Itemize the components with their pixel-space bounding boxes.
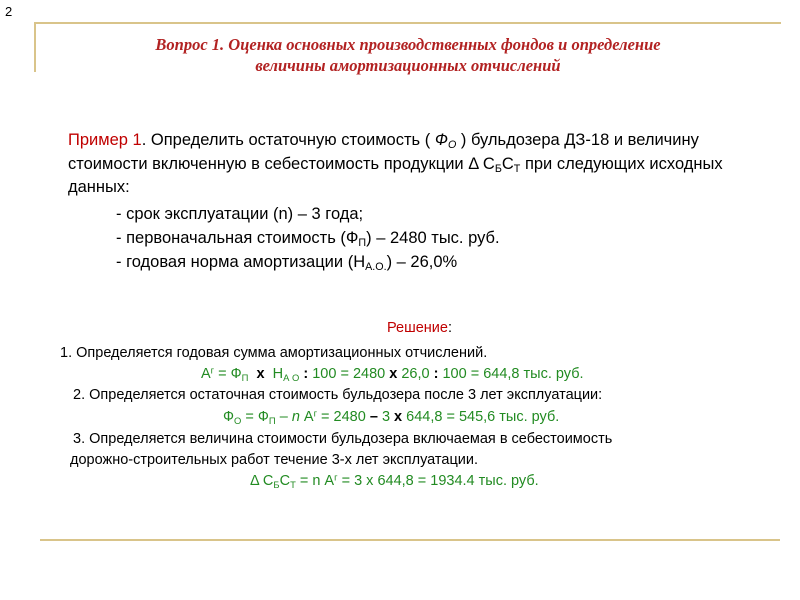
cost-sub-b: Б bbox=[494, 162, 502, 175]
cost-sub-t: Т bbox=[513, 162, 521, 175]
f3-d: Δ С bbox=[250, 473, 274, 489]
f2-p-sub: П bbox=[268, 414, 276, 426]
list-item-3a: - годовая норма амортизации (Н bbox=[116, 253, 366, 271]
list-item-2a: - первоначальная стоимость (Ф bbox=[116, 229, 359, 247]
title-line-2: величины амортизационных отчислений bbox=[255, 56, 561, 75]
example-text-3: при следующих исходных данных: bbox=[68, 154, 723, 196]
f2-n: n bbox=[291, 409, 300, 425]
formula-3 bbox=[250, 471, 800, 491]
f2-mid: = 2480 bbox=[317, 409, 370, 425]
f2-three: 3 bbox=[377, 409, 395, 425]
step-3-line-2: дорожно-строительных работ течение 3-х лет эксплуатации. bbox=[70, 452, 478, 468]
f1-end: 100 = 644,8 тыс. руб. bbox=[438, 366, 584, 382]
f3-end: = 3 х 644,8 = 1934.4 тыс. руб. bbox=[337, 473, 539, 489]
top-rule bbox=[34, 22, 781, 24]
f2-f: Ф bbox=[223, 409, 235, 425]
step-1: 1. Определяется годовая сумма амортизационных отчислений. bbox=[60, 345, 488, 361]
step-3-line-1: 3. Определяется величина стоимости бульдозера включаемая в себестоимость bbox=[73, 431, 613, 447]
example-paragraph bbox=[68, 129, 768, 200]
bottom-rule bbox=[40, 539, 780, 541]
cost-c: С bbox=[501, 154, 514, 173]
f1-mid: 100 = 2480 bbox=[308, 366, 390, 382]
f3-t-sub: Т bbox=[290, 478, 296, 490]
f1-p-sub: П bbox=[241, 371, 249, 383]
f1-a: А bbox=[201, 366, 211, 382]
example-label: Пример 1 bbox=[68, 131, 142, 149]
f2-minus: – bbox=[275, 409, 292, 425]
f2-a-sup: г bbox=[313, 407, 318, 419]
solution-heading-text: Решение bbox=[387, 320, 448, 336]
f3-a-sup: г bbox=[334, 471, 338, 483]
f2-dash: – bbox=[369, 409, 378, 425]
f1-colon2: : bbox=[433, 366, 439, 382]
f3-eq: = n А bbox=[295, 473, 335, 489]
slide-number: 2 bbox=[5, 4, 13, 19]
example-text-2: ) бульдозера ДЗ-18 и величину стоимости включенную в себестоимость продукции Δ С bbox=[68, 131, 699, 173]
residual-sub: О bbox=[447, 139, 457, 152]
f2-a: А bbox=[299, 409, 314, 425]
title-line-1: Вопрос 1. Оценка основных производственных фондов и определение bbox=[155, 35, 661, 54]
list-item-term: - срок эксплуатации (n) – 3 года; bbox=[116, 205, 364, 223]
formula-2 bbox=[223, 407, 800, 427]
example-text-1: . Определить остаточную стоимость ( bbox=[141, 131, 435, 149]
residual-symbol: Ф bbox=[434, 131, 448, 149]
f2-x: х bbox=[394, 409, 403, 425]
list-item-3-sub: А.О. bbox=[365, 261, 387, 274]
list-item-rate bbox=[116, 251, 716, 275]
f1-colon: : bbox=[303, 366, 309, 382]
f3-c: С bbox=[279, 473, 291, 489]
f1-x1: х bbox=[256, 366, 265, 382]
solution-heading bbox=[387, 320, 452, 336]
list-item-initial-cost bbox=[116, 227, 716, 251]
f1-x2: х bbox=[389, 366, 398, 382]
formula-1 bbox=[201, 364, 800, 384]
f1-h: Н bbox=[272, 366, 284, 382]
f2-end: 644,8 = 545,6 тыс. руб. bbox=[402, 409, 560, 425]
f3-b-sub: Б bbox=[273, 478, 280, 490]
f1-a-sup: г bbox=[210, 364, 215, 376]
slide-title bbox=[36, 34, 780, 76]
list-item-2b: ) – 2480 тыс. руб. bbox=[366, 229, 500, 247]
f1-mid2: 26,0 bbox=[397, 366, 434, 382]
list-item-3b: ) – 26,0% bbox=[386, 253, 458, 271]
step-2: 2. Определяется остаточная стоимость бульдозера после 3 лет эксплуатации: bbox=[73, 387, 603, 403]
f1-eq: = Ф bbox=[214, 366, 242, 382]
f1-h-sub: А О bbox=[283, 371, 300, 383]
f2-eq: = Ф bbox=[241, 409, 269, 425]
f2-o-sub: О bbox=[234, 414, 242, 426]
list-item-2-sub: П bbox=[358, 237, 367, 250]
solution-colon: : bbox=[447, 320, 452, 336]
